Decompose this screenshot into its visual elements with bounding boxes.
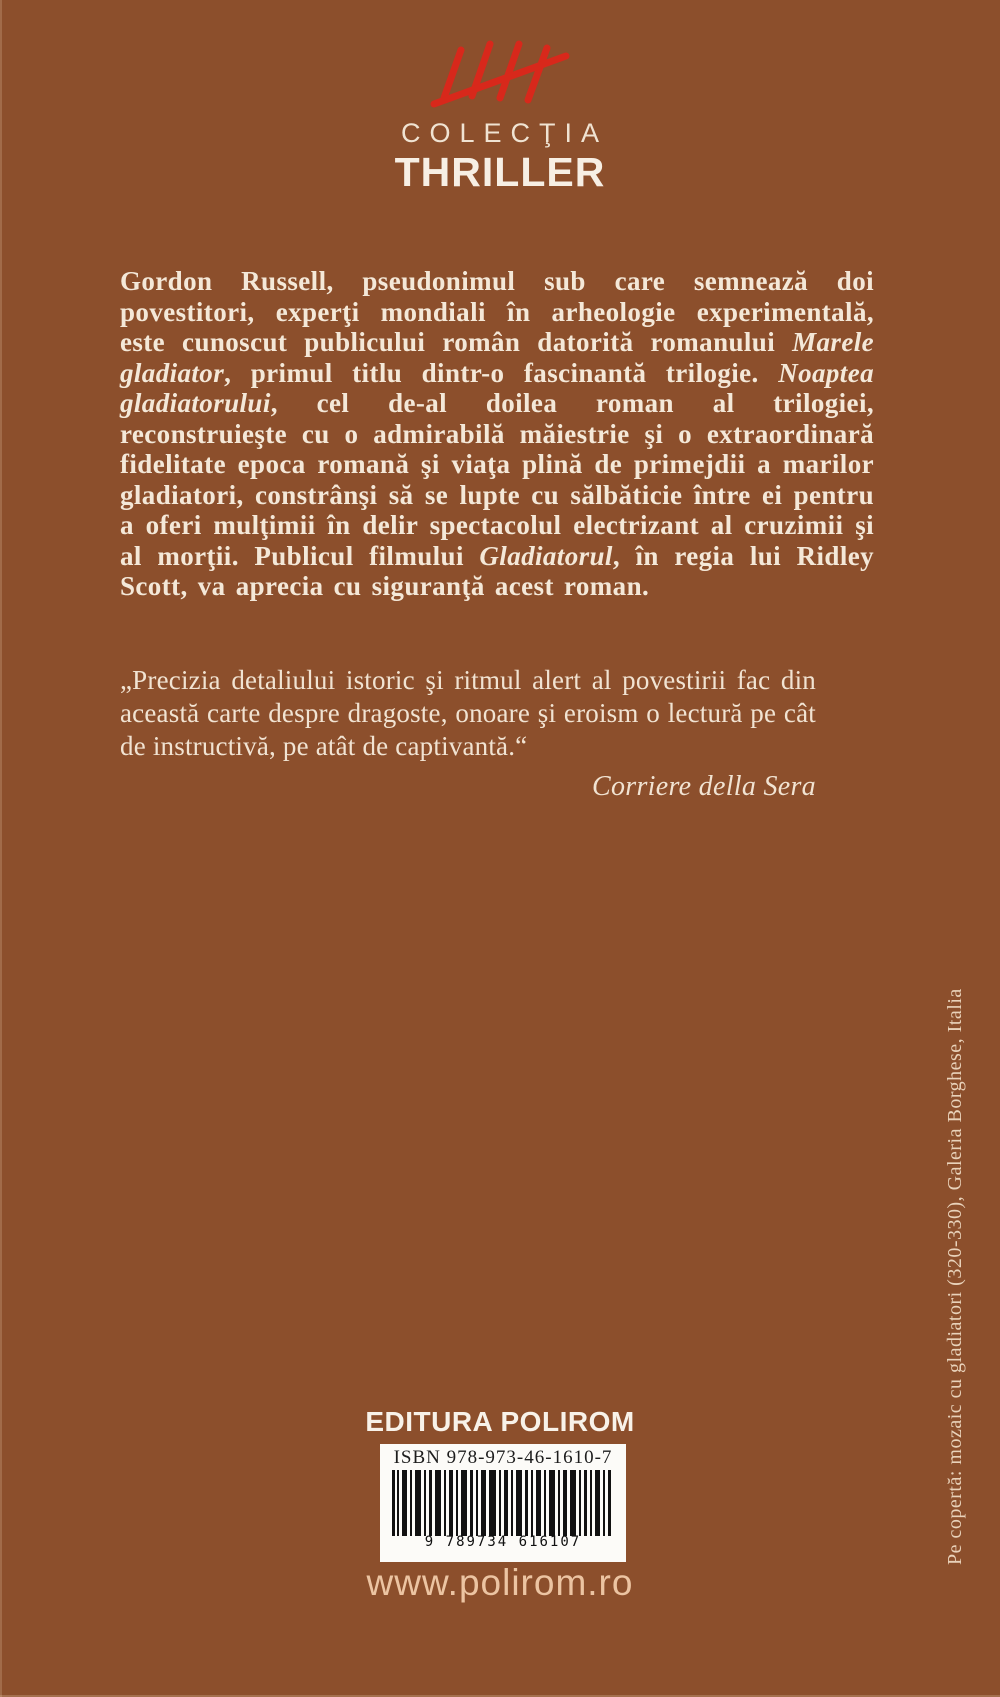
press-quote-block	[120, 664, 816, 803]
tally-mark-logo-icon	[430, 36, 570, 114]
publisher-website: www.polirom.ro	[366, 1562, 634, 1603]
publisher-name: EDITURA POLIROM	[365, 1406, 635, 1437]
barcode-digits: 9 789734 616107	[424, 1534, 582, 1550]
isbn-barcode-panel	[380, 1444, 626, 1562]
collection-label: COLECŢIA	[400, 118, 609, 148]
quote-attribution: Corriere della Sera	[592, 771, 816, 802]
blurb-paragraph: Gordon Russell, pseudonimul sub care semnează doi povestitori, experţi mondiali în arheologie experimentală, este cunoscut publicului român datorită romanului Marele gladiator, primul titlu dintr-o fascinantă trilogie. Noaptea gladiatorului, cel de-al doilea roman al trilogiei, reconstruieşte cu o admirabilă măiestrie şi o extraordinară fidelitate epoca romană şi viaţa plină de primejdii a marilor gladiatori, constrânşi să se lupte cu sălbăticie între ei pentru a oferi mulţimii în delir spectacolul electrizant al cruzimii şi al morţii. Publicul filmului Gladiatorul, în regia lui Ridley Scott, va aprecia cu siguranţă acest roman.	[120, 266, 875, 601]
barcode	[392, 1470, 614, 1536]
isbn-number: ISBN 978-973-46-1610-7	[393, 1447, 613, 1468]
cover-art-credit: Pe copertă: mozaic cu gladiatori (320-330), Galeria Borghese, Italia	[944, 988, 966, 1565]
series-title: THRILLER	[394, 149, 606, 195]
press-quote: „Precizia detaliului istoric şi ritmul alert al povestirii fac din această carte despre dragoste, onoare şi eroism o lectură pe cât de instructivă, pe atât de captivantă.“	[120, 665, 816, 761]
